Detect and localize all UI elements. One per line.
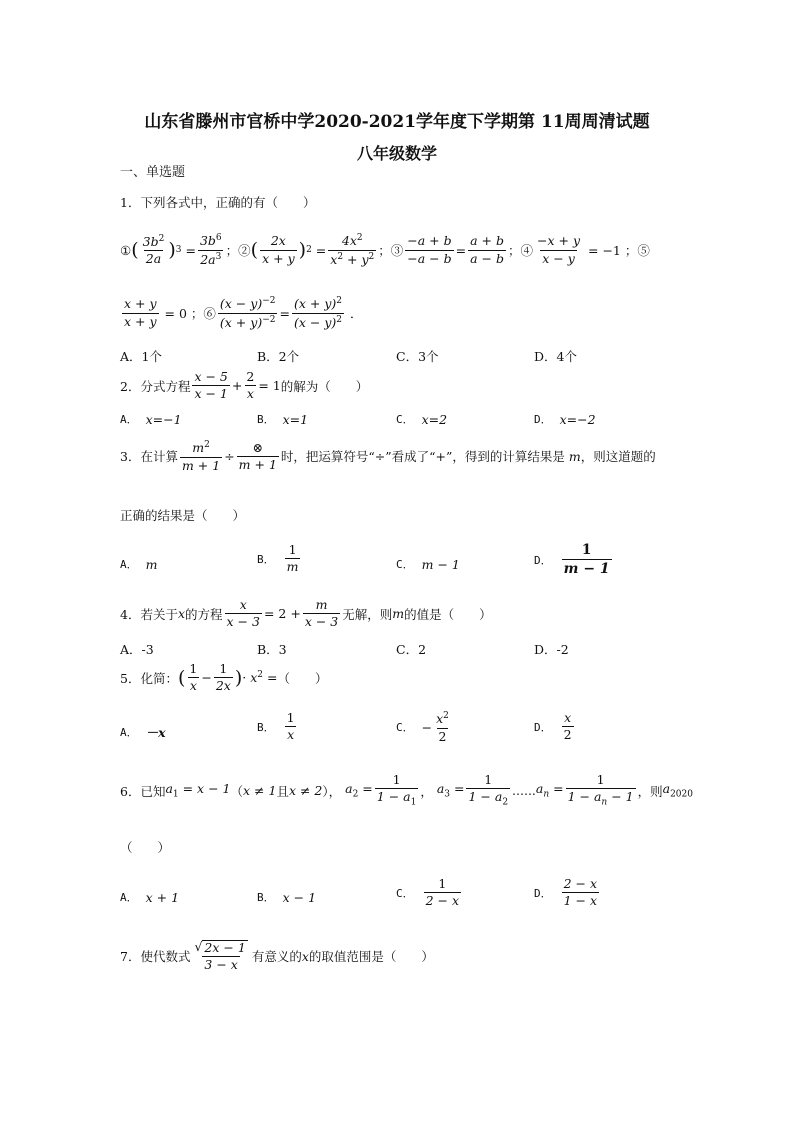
q3-option-c[interactable]: C． m − 1: [396, 556, 460, 572]
q2-option-a[interactable]: A． x=−1: [120, 411, 182, 427]
q3-stem-line2: 正确的结果是（ ）: [120, 508, 246, 523]
q1-stem: 1．下列各式中，正确的有（ ）: [120, 195, 316, 210]
q3-stem: 3．在计算 $\frac{m^2}{m + 1}$ ÷ $\frac{\otimes}{m + 1}$ 时，把运算符号“÷”看成了“+”，得到的计算结果是 m ，则这道题的: [120, 439, 656, 473]
q1-option-a[interactable]: A．1个: [120, 349, 162, 364]
q6-stem-line2: （ ）: [120, 840, 171, 855]
q1-option-c[interactable]: C．3个: [396, 349, 439, 364]
q4-option-c[interactable]: C．2: [396, 642, 427, 657]
q2-option-d[interactable]: D． x=−2: [534, 411, 596, 427]
q7-stem: 7．使代数式 √ 2x − 1 3 − x 有意义的 x 的取值范围是（ ）: [120, 939, 434, 973]
q4-option-d[interactable]: D．-2: [534, 642, 569, 657]
q1-option-b[interactable]: B．2个: [257, 349, 300, 364]
q6-option-d[interactable]: D． $\frac{2 - x}{1 - x}$: [534, 876, 598, 909]
q6-option-a[interactable]: A． x + 1: [120, 889, 180, 905]
document-title: 山东省滕州市官桥中学2020-2021学年度下学期第 11周周清试题: [144, 112, 650, 132]
q1-expressions-line1: ① ( $\frac{3b^2}{2a}$ ) 3 = $\frac{3b^6}{2a^3}$ ；② ( $\frac{2x}{x + y}$ ) 2 = $\frac{4x^2}{x^2 + y^2}$ ；③ $\frac{-a + b}{-a - b}$ = $\frac{a + b}{a - b}$ ；④ $\frac{-x + y}{x - y}$ = −1 ；⑤: [120, 233, 650, 267]
q2-stem: 2．分式方程 $\frac{x - 5}{x - 1}$ + $\frac{2}{x}$ = 1 的解为（ ）: [120, 369, 369, 402]
q2-option-c[interactable]: C． x=2: [396, 411, 448, 427]
q5-option-d[interactable]: D． $\frac{x}{2}$: [534, 710, 572, 743]
section-heading: 一、单选题: [120, 165, 186, 180]
document-subtitle: 八年级数学: [356, 144, 437, 163]
q5-option-c[interactable]: C． − $\frac{x^2}{2}$: [396, 711, 449, 744]
q2-option-b[interactable]: B． x=1: [257, 411, 309, 427]
q6-stem: 6．已知 $a_1 = x - 1$ （ x ≠ 1 且 x ≠ 2 ）， $a_2$ = $\frac{1}{1 - a_1}$ ， $a_3$ = $\frac{1}{1 - a_2}$ ...... $a_n$ = $\frac{1}{1 - a_n - 1}$ ，则 $a_{2020}$: [120, 772, 693, 808]
q4-stem: 4．若关于 x 的方程 $\frac{x}{x - 3}$ = 2 + $\frac{m}{x - 3}$ 无解，则 m 的值是（ ）: [120, 597, 492, 630]
q5-stem: 5．化简： ( $\frac{1}{x}$ − $\frac{1}{2x}$ ) · $x^2$ = （ ）: [120, 661, 328, 694]
q5-option-b[interactable]: B． $\frac{1}{x}$: [257, 710, 295, 743]
q4-option-a[interactable]: A．-3: [120, 642, 154, 657]
q1-expressions-line2: $\frac{x + y}{x + y}$ = 0 ；⑥ $\frac{(x - y)^{-2}}{(x + y)^{-2}}$ = $\frac{(x + y)^2}{(x - y)^2}$ ．: [124, 296, 363, 330]
q3-option-a[interactable]: A． m: [120, 556, 158, 572]
q6-option-c[interactable]: C． $\frac{1}{2 - x}$: [396, 876, 460, 909]
q3-option-d[interactable]: D． $\frac{1}{m - 1}$: [534, 542, 610, 578]
q4-option-b[interactable]: B．3: [257, 642, 287, 657]
q6-option-b[interactable]: B． x − 1: [257, 889, 317, 905]
q5-option-a[interactable]: A． －x: [120, 725, 166, 740]
q1-option-d[interactable]: D．4个: [534, 349, 577, 364]
q3-option-b[interactable]: B． $\frac{1}{m}$: [257, 542, 299, 575]
